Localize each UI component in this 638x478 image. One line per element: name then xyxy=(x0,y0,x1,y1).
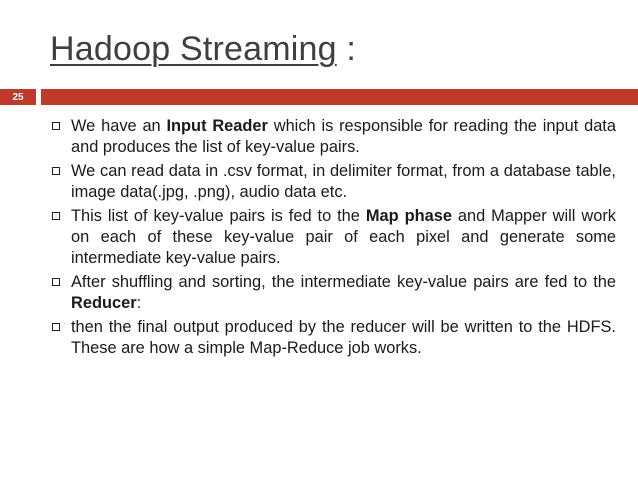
slide-title-suffix: : xyxy=(336,30,357,68)
square-bullet-icon xyxy=(52,122,60,130)
slide-title xyxy=(50,30,356,69)
bullet-text: which is responsible for reading the input data and produces the list of key-value pairs. xyxy=(71,117,616,156)
bullet-item xyxy=(46,206,616,269)
bullet-list xyxy=(46,116,616,362)
bullet-text: then the final output produced by the reducer will be written to the HDFS. These are how a simple Map-Reduce job works. xyxy=(71,318,616,357)
bullet-text: and Mapper will work on each of these key-value pair of each pixel and generate some intermediate key-value pairs. xyxy=(71,207,616,267)
bullet-text: : xyxy=(136,294,142,312)
square-bullet-icon xyxy=(52,212,60,220)
square-bullet-icon xyxy=(52,323,60,331)
bullet-item xyxy=(46,272,616,314)
square-bullet-icon xyxy=(52,167,60,175)
bullet-text: This list of key-value pairs is fed to the xyxy=(71,207,366,225)
square-bullet-icon xyxy=(52,278,60,286)
bullet-text: We can read data in .csv format, in delimiter format, from a database table, image data(.jpg, .png), audio data etc. xyxy=(71,162,616,201)
bullet-bold-text: Reducer xyxy=(71,294,137,312)
slide-title-main: Hadoop Streaming xyxy=(50,30,337,68)
bullet-text: After shuffling and sorting, the intermediate key-value pairs are fed to the xyxy=(71,273,616,291)
title-divider-bar xyxy=(41,89,638,105)
bullet-item xyxy=(46,116,616,158)
slide-number: 25 xyxy=(12,91,24,103)
bullet-bold-text: Map phase xyxy=(365,207,452,225)
bullet-bold-text: Input Reader xyxy=(166,117,268,135)
bullet-item xyxy=(46,317,616,359)
bullet-item xyxy=(46,161,616,203)
bullet-text: We have an xyxy=(71,117,167,135)
